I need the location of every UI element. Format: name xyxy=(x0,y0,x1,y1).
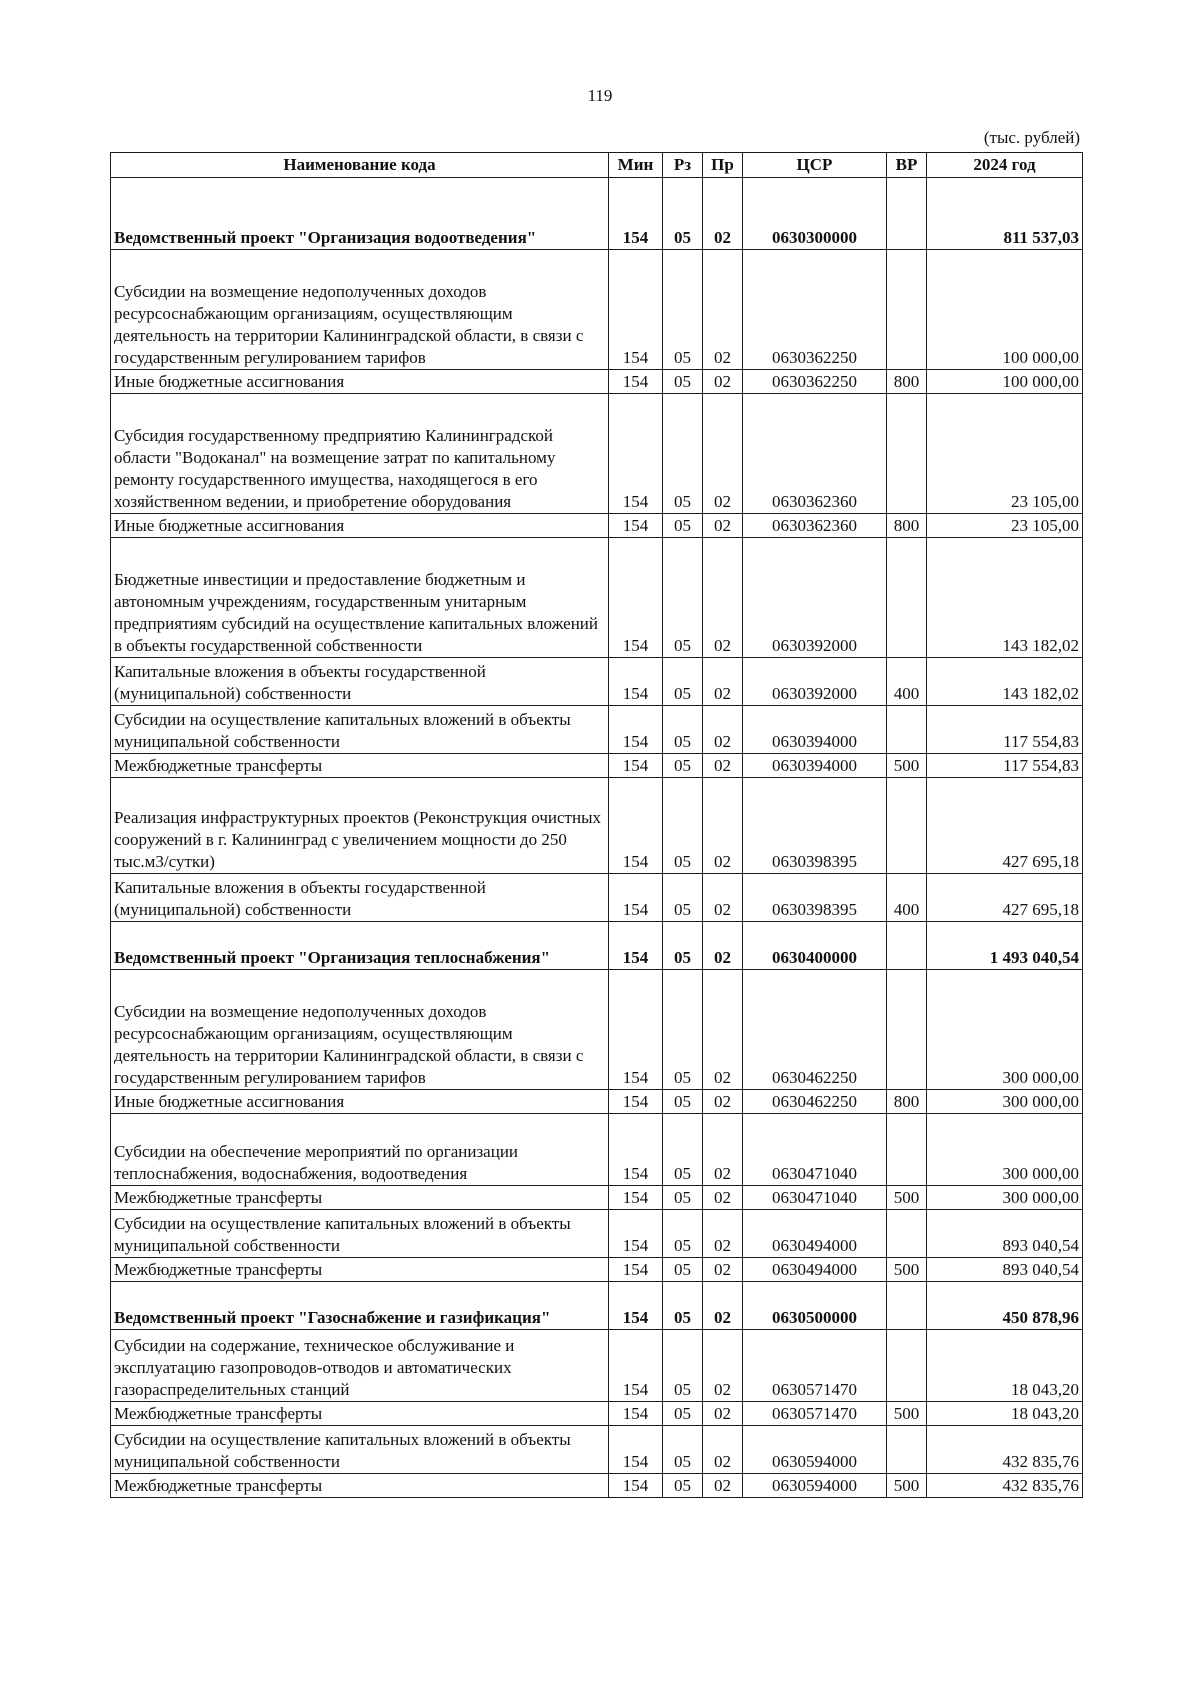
cell-pr: 02 xyxy=(703,922,743,970)
cell-sum: 811 537,03 xyxy=(927,178,1083,250)
cell-csr: 0630300000 xyxy=(743,178,887,250)
table-row xyxy=(111,514,1083,538)
cell-rz: 05 xyxy=(663,1474,703,1498)
cell-vr xyxy=(887,250,927,370)
cell-rz: 05 xyxy=(663,922,703,970)
cell-name: Бюджетные инвестиции и предоставление бюджетным и автономным учреждениям, государственным унитарным предприятиям субсидий на осуществление капитальных вложений в объекты государственной собственности xyxy=(111,538,609,658)
cell-vr xyxy=(887,922,927,970)
budget-table xyxy=(110,152,1083,1498)
table-row xyxy=(111,1474,1083,1498)
cell-pr: 02 xyxy=(703,1426,743,1474)
table-row xyxy=(111,394,1083,514)
cell-vr: 800 xyxy=(887,514,927,538)
cell-min: 154 xyxy=(609,1210,663,1258)
cell-rz: 05 xyxy=(663,178,703,250)
cell-sum: 427 695,18 xyxy=(927,778,1083,874)
cell-sum: 23 105,00 xyxy=(927,514,1083,538)
cell-name: Реализация инфраструктурных проектов (Реконструкция очистных сооружений в г. Калининград с увеличением мощности до 250 тыс.м3/сутки) xyxy=(111,778,609,874)
cell-pr: 02 xyxy=(703,1114,743,1186)
cell-rz: 05 xyxy=(663,1210,703,1258)
cell-min: 154 xyxy=(609,1186,663,1210)
table-row xyxy=(111,1090,1083,1114)
cell-vr xyxy=(887,778,927,874)
cell-vr: 500 xyxy=(887,1186,927,1210)
table-row xyxy=(111,778,1083,874)
cell-vr: 400 xyxy=(887,658,927,706)
cell-min: 154 xyxy=(609,778,663,874)
cell-csr: 0630400000 xyxy=(743,922,887,970)
cell-pr: 02 xyxy=(703,778,743,874)
cell-rz: 05 xyxy=(663,1258,703,1282)
cell-min: 154 xyxy=(609,1330,663,1402)
cell-csr: 0630571470 xyxy=(743,1402,887,1426)
units-label: (тыс. рублей) xyxy=(983,128,1080,147)
cell-name: Межбюджетные трансферты xyxy=(111,1186,609,1210)
cell-min: 154 xyxy=(609,394,663,514)
page-number: 119 xyxy=(587,86,613,105)
cell-rz: 05 xyxy=(663,970,703,1090)
cell-name: Межбюджетные трансферты xyxy=(111,1258,609,1282)
cell-rz: 05 xyxy=(663,874,703,922)
cell-name: Субсидии на возмещение недополученных доходов ресурсоснабжающим организациям, осуществляющим деятельность на территории Калининградской области, в связи с государственным регулированием тарифов xyxy=(111,970,609,1090)
cell-min: 154 xyxy=(609,514,663,538)
cell-csr: 0630394000 xyxy=(743,706,887,754)
table-row xyxy=(111,754,1083,778)
cell-name: Межбюджетные трансферты xyxy=(111,754,609,778)
cell-name: Субсидии на содержание, техническое обслуживание и эксплуатацию газопроводов-отводов и автоматических газораспределительных станций xyxy=(111,1330,609,1402)
cell-rz: 05 xyxy=(663,514,703,538)
cell-min: 154 xyxy=(609,1474,663,1498)
table-row xyxy=(111,1330,1083,1402)
cell-min: 154 xyxy=(609,1090,663,1114)
cell-csr: 0630594000 xyxy=(743,1426,887,1474)
cell-rz: 05 xyxy=(663,1282,703,1330)
cell-sum: 143 182,02 xyxy=(927,658,1083,706)
cell-sum: 427 695,18 xyxy=(927,874,1083,922)
cell-csr: 0630392000 xyxy=(743,538,887,658)
cell-name: Иные бюджетные ассигнования xyxy=(111,1090,609,1114)
cell-name: Иные бюджетные ассигнования xyxy=(111,370,609,394)
cell-csr: 0630471040 xyxy=(743,1114,887,1186)
cell-min: 154 xyxy=(609,874,663,922)
cell-pr: 02 xyxy=(703,394,743,514)
cell-vr: 500 xyxy=(887,1474,927,1498)
cell-pr: 02 xyxy=(703,970,743,1090)
cell-vr xyxy=(887,394,927,514)
table-row xyxy=(111,970,1083,1090)
cell-name: Субсидии на осуществление капитальных вложений в объекты муниципальной собственности xyxy=(111,706,609,754)
table-row xyxy=(111,1426,1083,1474)
cell-min: 154 xyxy=(609,250,663,370)
cell-csr: 0630462250 xyxy=(743,1090,887,1114)
cell-rz: 05 xyxy=(663,1114,703,1186)
cell-name: Ведомственный проект "Организация водоотведения" xyxy=(111,178,609,250)
cell-vr xyxy=(887,1282,927,1330)
cell-csr: 0630362360 xyxy=(743,514,887,538)
cell-sum: 100 000,00 xyxy=(927,370,1083,394)
cell-rz: 05 xyxy=(663,754,703,778)
cell-csr: 0630362250 xyxy=(743,370,887,394)
cell-sum: 18 043,20 xyxy=(927,1330,1083,1402)
cell-rz: 05 xyxy=(663,370,703,394)
header-pr: Пр xyxy=(703,153,743,178)
cell-vr: 500 xyxy=(887,754,927,778)
cell-min: 154 xyxy=(609,538,663,658)
cell-sum: 300 000,00 xyxy=(927,1090,1083,1114)
table-row xyxy=(111,178,1083,250)
cell-sum: 18 043,20 xyxy=(927,1402,1083,1426)
cell-min: 154 xyxy=(609,370,663,394)
cell-pr: 02 xyxy=(703,250,743,370)
cell-sum: 117 554,83 xyxy=(927,754,1083,778)
table-row xyxy=(111,1210,1083,1258)
cell-rz: 05 xyxy=(663,1330,703,1402)
cell-vr xyxy=(887,1426,927,1474)
cell-sum: 432 835,76 xyxy=(927,1426,1083,1474)
table-row xyxy=(111,1282,1083,1330)
cell-rz: 05 xyxy=(663,1090,703,1114)
cell-name: Ведомственный проект "Газоснабжение и газификация" xyxy=(111,1282,609,1330)
cell-vr: 500 xyxy=(887,1402,927,1426)
cell-rz: 05 xyxy=(663,658,703,706)
cell-pr: 02 xyxy=(703,754,743,778)
cell-pr: 02 xyxy=(703,1210,743,1258)
cell-rz: 05 xyxy=(663,778,703,874)
cell-vr xyxy=(887,1330,927,1402)
cell-sum: 100 000,00 xyxy=(927,250,1083,370)
table-row xyxy=(111,922,1083,970)
table-row xyxy=(111,370,1083,394)
cell-pr: 02 xyxy=(703,1402,743,1426)
cell-rz: 05 xyxy=(663,706,703,754)
cell-pr: 02 xyxy=(703,538,743,658)
cell-vr: 800 xyxy=(887,370,927,394)
cell-pr: 02 xyxy=(703,706,743,754)
cell-min: 154 xyxy=(609,1258,663,1282)
cell-pr: 02 xyxy=(703,1474,743,1498)
cell-vr xyxy=(887,538,927,658)
table-row xyxy=(111,1186,1083,1210)
cell-min: 154 xyxy=(609,754,663,778)
table-row xyxy=(111,1402,1083,1426)
cell-sum: 300 000,00 xyxy=(927,970,1083,1090)
cell-pr: 02 xyxy=(703,1282,743,1330)
cell-sum: 450 878,96 xyxy=(927,1282,1083,1330)
cell-min: 154 xyxy=(609,658,663,706)
table-row xyxy=(111,538,1083,658)
header-csr: ЦСР xyxy=(743,153,887,178)
cell-name: Субсидии на возмещение недополученных доходов ресурсоснабжающим организациям, осуществляющим деятельность на территории Калининградской области, в связи с государственным регулированием тарифов xyxy=(111,250,609,370)
header-name: Наименование кода xyxy=(111,153,609,178)
cell-csr: 0630398395 xyxy=(743,778,887,874)
cell-name: Капитальные вложения в объекты государственной (муниципальной) собственности xyxy=(111,658,609,706)
cell-csr: 0630462250 xyxy=(743,970,887,1090)
cell-name: Иные бюджетные ассигнования xyxy=(111,514,609,538)
cell-sum: 143 182,02 xyxy=(927,538,1083,658)
cell-sum: 300 000,00 xyxy=(927,1114,1083,1186)
cell-rz: 05 xyxy=(663,538,703,658)
cell-min: 154 xyxy=(609,1114,663,1186)
cell-sum: 432 835,76 xyxy=(927,1474,1083,1498)
table-row xyxy=(111,1258,1083,1282)
cell-min: 154 xyxy=(609,1282,663,1330)
cell-rz: 05 xyxy=(663,250,703,370)
cell-csr: 0630362250 xyxy=(743,250,887,370)
cell-pr: 02 xyxy=(703,370,743,394)
cell-sum: 117 554,83 xyxy=(927,706,1083,754)
cell-pr: 02 xyxy=(703,514,743,538)
cell-csr: 0630494000 xyxy=(743,1210,887,1258)
cell-csr: 0630394000 xyxy=(743,754,887,778)
header-year: 2024 год xyxy=(927,153,1083,178)
cell-rz: 05 xyxy=(663,394,703,514)
cell-csr: 0630500000 xyxy=(743,1282,887,1330)
cell-csr: 0630362360 xyxy=(743,394,887,514)
cell-vr xyxy=(887,1210,927,1258)
cell-vr: 500 xyxy=(887,1258,927,1282)
cell-sum: 23 105,00 xyxy=(927,394,1083,514)
cell-name: Межбюджетные трансферты xyxy=(111,1474,609,1498)
cell-name: Межбюджетные трансферты xyxy=(111,1402,609,1426)
cell-csr: 0630571470 xyxy=(743,1330,887,1402)
cell-csr: 0630494000 xyxy=(743,1258,887,1282)
cell-name: Субсидии на осуществление капитальных вложений в объекты муниципальной собственности xyxy=(111,1426,609,1474)
cell-csr: 0630471040 xyxy=(743,1186,887,1210)
cell-vr xyxy=(887,706,927,754)
table-row xyxy=(111,658,1083,706)
table-row xyxy=(111,874,1083,922)
cell-min: 154 xyxy=(609,178,663,250)
cell-csr: 0630392000 xyxy=(743,658,887,706)
cell-pr: 02 xyxy=(703,658,743,706)
header-vr: ВР xyxy=(887,153,927,178)
cell-pr: 02 xyxy=(703,1090,743,1114)
table-row xyxy=(111,706,1083,754)
cell-vr xyxy=(887,178,927,250)
header-min: Мин xyxy=(609,153,663,178)
cell-pr: 02 xyxy=(703,874,743,922)
cell-vr: 800 xyxy=(887,1090,927,1114)
cell-name: Субсидии на осуществление капитальных вложений в объекты муниципальной собственности xyxy=(111,1210,609,1258)
cell-rz: 05 xyxy=(663,1426,703,1474)
cell-vr xyxy=(887,970,927,1090)
cell-pr: 02 xyxy=(703,1186,743,1210)
cell-name: Капитальные вложения в объекты государственной (муниципальной) собственности xyxy=(111,874,609,922)
cell-min: 154 xyxy=(609,970,663,1090)
cell-rz: 05 xyxy=(663,1402,703,1426)
cell-csr: 0630594000 xyxy=(743,1474,887,1498)
cell-name: Субсидии на обеспечение мероприятий по организации теплоснабжения, водоснабжения, водоотведения xyxy=(111,1114,609,1186)
cell-name: Субсидия государственному предприятию Калининградской области "Водоканал" на возмещение затрат по капитальному ремонту государственного имущества, находящегося в его хозяйственном ведении, и приобретение оборудования xyxy=(111,394,609,514)
cell-vr: 400 xyxy=(887,874,927,922)
header-rz: Рз xyxy=(663,153,703,178)
cell-sum: 893 040,54 xyxy=(927,1210,1083,1258)
cell-sum: 300 000,00 xyxy=(927,1186,1083,1210)
cell-sum: 1 493 040,54 xyxy=(927,922,1083,970)
cell-pr: 02 xyxy=(703,178,743,250)
table-header-row xyxy=(111,153,1083,178)
cell-min: 154 xyxy=(609,1426,663,1474)
cell-sum: 893 040,54 xyxy=(927,1258,1083,1282)
cell-csr: 0630398395 xyxy=(743,874,887,922)
cell-min: 154 xyxy=(609,1402,663,1426)
cell-min: 154 xyxy=(609,922,663,970)
table-row xyxy=(111,250,1083,370)
cell-min: 154 xyxy=(609,706,663,754)
cell-rz: 05 xyxy=(663,1186,703,1210)
cell-vr xyxy=(887,1114,927,1186)
cell-name: Ведомственный проект "Организация теплоснабжения" xyxy=(111,922,609,970)
table-row xyxy=(111,1114,1083,1186)
cell-pr: 02 xyxy=(703,1330,743,1402)
cell-pr: 02 xyxy=(703,1258,743,1282)
